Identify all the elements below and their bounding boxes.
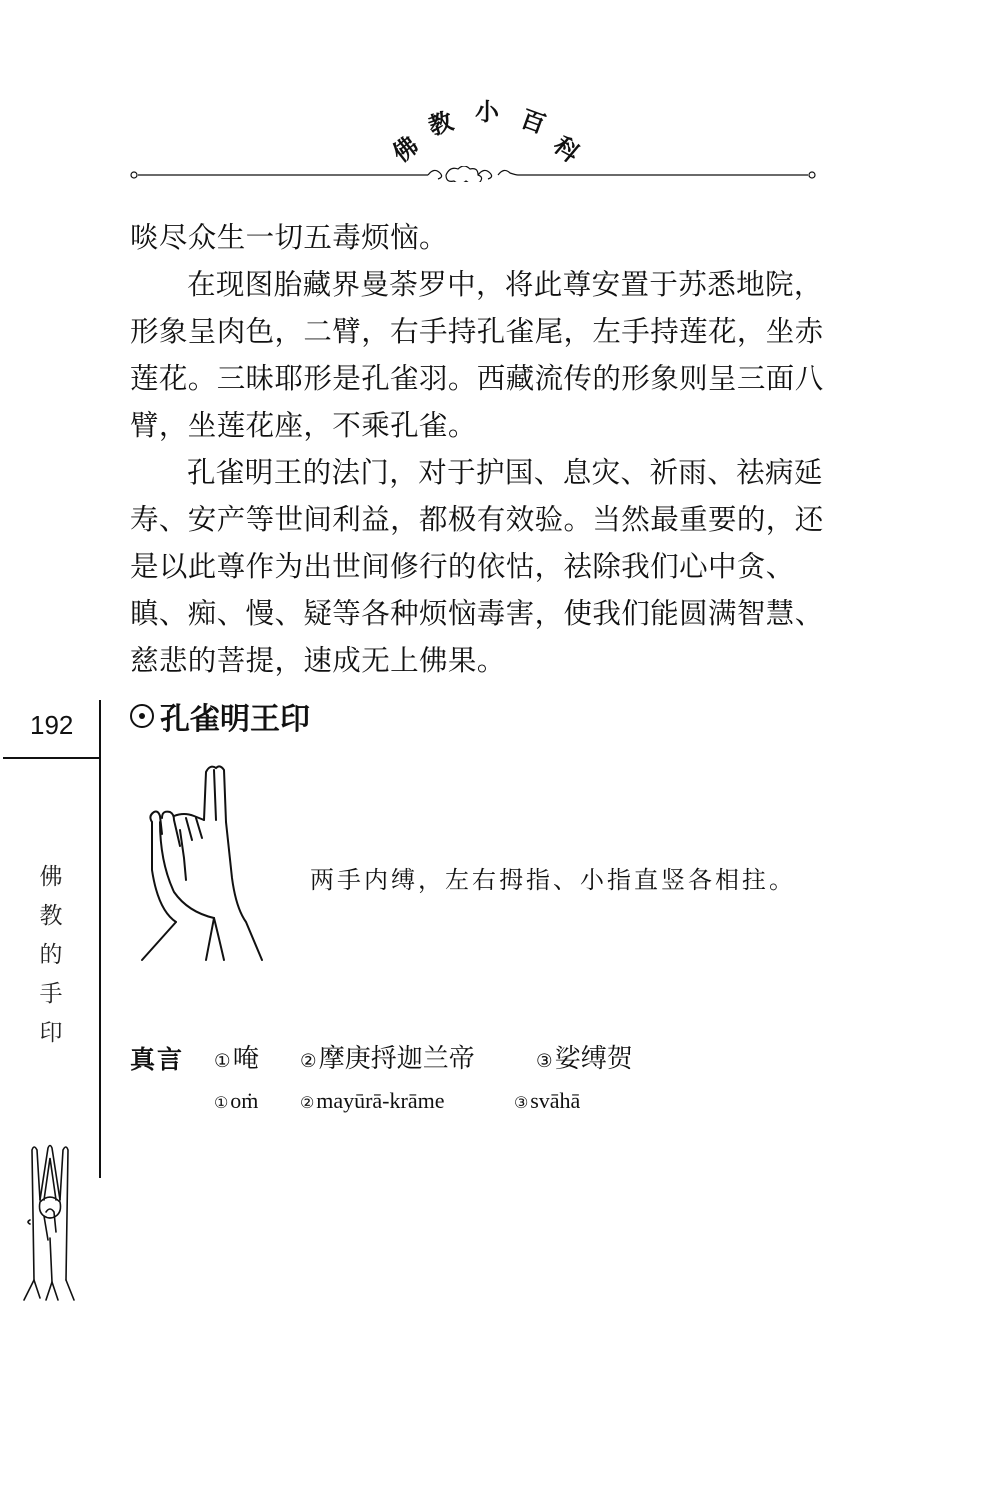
- chapter-label-char: 教: [39, 903, 63, 929]
- paragraph: 孔雀明王的法门，对于护国、息灾、祈雨、祛病延寿、安产等世间利益，都极有效验。当然最重要的，还是以此尊作为出世间修行的依怙，祛除我们心中贪、瞋、痴、慢、疑等各种烦恼毒害，使我们能圆满智慧、慈悲的菩提，速成无上佛果。: [130, 456, 824, 677]
- chapter-label: [36, 858, 66, 1053]
- chapter-label-char: 的: [39, 942, 63, 968]
- sidebar-mudra-illustration: [14, 1120, 86, 1305]
- mantra-label: 真言: [130, 1045, 185, 1074]
- body-text: [130, 214, 830, 684]
- paragraph: 啖尽众生一切五毒烦恼。: [130, 221, 448, 254]
- chapter-label-char: 佛: [39, 864, 63, 890]
- mantra-text: 娑缚贺: [554, 1044, 633, 1074]
- page-number: 192: [30, 710, 74, 740]
- mantra-syllable: [536, 1038, 633, 1075]
- mantra-syllable: [214, 1038, 300, 1075]
- mantra-syllable: [514, 1088, 580, 1114]
- mudra-description: 两手内缚，左右拇指、小指直竖各相拄。: [310, 866, 796, 894]
- mantra-text: oṁ: [230, 1088, 259, 1113]
- mantra-romanized: [214, 1088, 580, 1114]
- page-number-rule: [3, 757, 101, 759]
- header-char: 百: [517, 104, 550, 140]
- section-heading-text: 孔雀明王印: [160, 702, 310, 737]
- header-ornament-rule: [128, 166, 818, 182]
- running-header-title: [380, 92, 600, 172]
- chapter-label-char: 手: [39, 981, 63, 1007]
- chapter-label-char: 印: [39, 1020, 63, 1046]
- mantra-syllable: [300, 1088, 514, 1114]
- header-char: 佛: [387, 131, 424, 168]
- mantra-text: 唵: [232, 1044, 259, 1074]
- mantra-chinese: [214, 1038, 633, 1075]
- header-char: 小: [475, 98, 499, 126]
- mantra-syllable: [300, 1038, 536, 1075]
- header-char: 教: [425, 106, 457, 141]
- section-heading: [130, 694, 310, 738]
- mantra-number: ②: [300, 1051, 317, 1072]
- sidebar-divider: [99, 700, 101, 1178]
- mantra-text: svāhā: [530, 1088, 581, 1113]
- mantra-number: ②: [300, 1095, 315, 1112]
- circle-dot-icon: [130, 704, 154, 728]
- paragraph: 在现图胎藏界曼荼罗中，将此尊安置于苏悉地院，形象呈肉色，二臂，右手持孔雀尾，左手持莲花，坐赤莲花。三昧耶形是孔雀羽。西藏流传的形象则呈三面八臂，坐莲花座，不乘孔雀。: [130, 268, 824, 442]
- mantra-text: 摩庚捋迦兰帝: [318, 1044, 475, 1074]
- mantra-syllable: [214, 1088, 300, 1114]
- mantra-number: ①: [214, 1051, 231, 1072]
- mudra-illustration: [122, 760, 272, 965]
- mantra-number: ①: [214, 1095, 229, 1112]
- header-char: 科: [548, 130, 585, 168]
- mantra-text: mayūrā-krāme: [316, 1088, 445, 1113]
- mantra-number: ③: [536, 1051, 553, 1072]
- mantra-number: ③: [514, 1095, 529, 1112]
